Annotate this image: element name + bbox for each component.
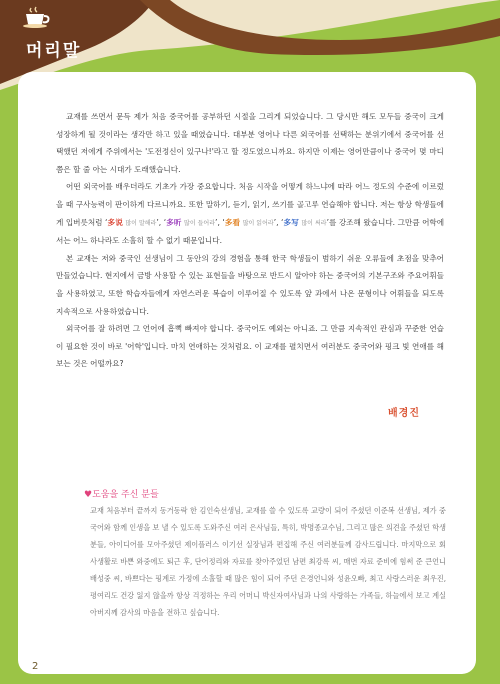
thanks-title: 도움을 주신 분들: [92, 490, 159, 500]
highlight-duo-kan-note: 많이 읽어라: [242, 219, 274, 227]
highlight-duo-shuo-note: 많이 말해라: [125, 219, 157, 227]
preface-paragraph-4: 외국어를 잘 하려면 그 언어에 흠뻑 빠져야 합니다. 중국어도 예외는 아니죠. 그 만큼 지속적인 관심과 꾸준한 연습이 필요한 것이 바로 '어학'입니다. 마치 연애하는 것처럼요. 이 교재를 펼치면서 여러분도 중국어와 핑크 빛 연애를 해 보는 것은 어떨까요?: [56, 324, 444, 369]
heart-icon: ♥: [84, 490, 93, 500]
highlight-duo-xie: 多写: [283, 217, 299, 227]
preface-paragraph-2-end: 를 강조해 왔습니다. 그만큼 어학에서는 어느 하나라도 소홀히 할 수 없기 때문입니다.: [56, 217, 445, 246]
preface-paragraph-3: 본 교재는 저와 중국인 선생님이 그 동안의 강의 경험을 통해 한국 학생들이 범하기 쉬운 오류들에 초점을 맞추어 만들었습니다. 현지에서 금방 사용할 수 있는 표현들을 바탕으로 반드시 알아야 하는 중국어의 기본구조와 주요어휘들을 사용하였고, 또한 학습자들에게 자연스러운 복습이 이루어질 수 있도록 앞 과에서 나온 문형이나 어휘들을 되도록 지속적으로 사용하였습니다.: [56, 253, 444, 316]
preface-paragraph-1: 교재를 쓰면서 문득 제가 처음 중국어를 공부하던 시절을 그리게 되었습니다. 그 당시만 해도 모두들 중국이 크게 성장하게 될 것이라는 생각만 하고 있을 때였습니다. 대부분 영어나 다른 외국어를 선택하는 분위기에서 중국어를 선택했던 저에게 주위에서는 '도전정신이 있구나!'라고 할 정도였으니까요. 하지만 이제는 영어만큼이나 중국어 몇 마디쯤은 할 줄 아는 시대가 도래했습니다.: [56, 112, 444, 174]
page-title: 머리말: [26, 41, 82, 61]
highlight-duo-ting-note: 많이 들어라: [184, 219, 216, 227]
coffee-cup-icon: [22, 6, 52, 28]
highlight-duo-ting: 多听: [166, 217, 182, 227]
thanks-body: 교재 처음부터 끝까지 동거동락 한 김인숙선생님, 교재를 쓸 수 있도록 교량이 되어 주셨던 이준복 선생님, 제가 중국어와 함께 인생을 보 낼 수 있도록 도와주신 여러 은사님들, 특히, 박명종교수님, 그리고 많은 의견을 주셨던 학생분들, 아이디어를 모아주셨던 제이플러스 이기선 실장님과 편집해 주신 여러분들께 감사드립니다. 마지막으로 회사생활로 바쁜 와중에도 퇴근 후, 단어정리와 자료를 찾아주었던 남편 최강록 씨, 매번 자료 준비에 힘써 준 큰언니 배성중 씨, 바쁘다는 핑계로 가정에 소홀할 때 많은 힘이 되어 주던 은경언니와 성윤오빠, 최고 사랑스러운 최우진, 평여리도 건강 잃지 않을까 항상 걱정하는 우리 어머니 박신자여사님과 나의 사랑하는 가족들, 하늘에서 보고 계실 아버지께 감사의 마음을 전하고 싶습니다.: [90, 506, 446, 617]
preface-paragraph-2: 어떤 외국어를 배우더라도 기초가 가장 중요합니다. 처음 시작을 어떻게 하느냐에 따라 어느 정도의 수준에 이르렀을 때 구사능력이 판이하게 다르니까요. 또한 말하기, 듣기, 읽기, 쓰기를 골고루 연습해야 합니다. 저는 항상 학생들에게 입버릇처럼 ‘多说 많이 말해라’, ‘多听 많이 들어라’, ‘多看 많이 읽어라’, ‘多写 많이 써라’를 강조해 왔습니다. 그만큼 어학에서는 어느 하나라도 소홀히 할 수 없기 때문입니다.: [56, 182, 445, 246]
page-number: 2: [32, 661, 39, 672]
highlight-duo-xie-note: 많이 써라: [301, 219, 327, 227]
preface-paragraph-2-text: 어떤 외국어를 배우더라도 기초가 가장 중요합니다. 처음 시작을 어떻게 하느냐에 따라 어느 정도의 수준에 이르렀을 때 구사능력이 판이하게 다르니까요. 또한 말하기, 듣기, 읽기, 쓰기를 골고루 연습해야 합니다. 저는 항상 학생들에게 입버릇처럼: [56, 182, 444, 227]
preface-body: [56, 108, 444, 373]
highlight-duo-shuo: 多说: [107, 217, 123, 227]
header-logo: [6, 6, 126, 62]
highlight-duo-kan: 多看: [224, 217, 241, 227]
author-signature: 배경진: [388, 408, 420, 419]
thanks-heading: [84, 487, 159, 500]
